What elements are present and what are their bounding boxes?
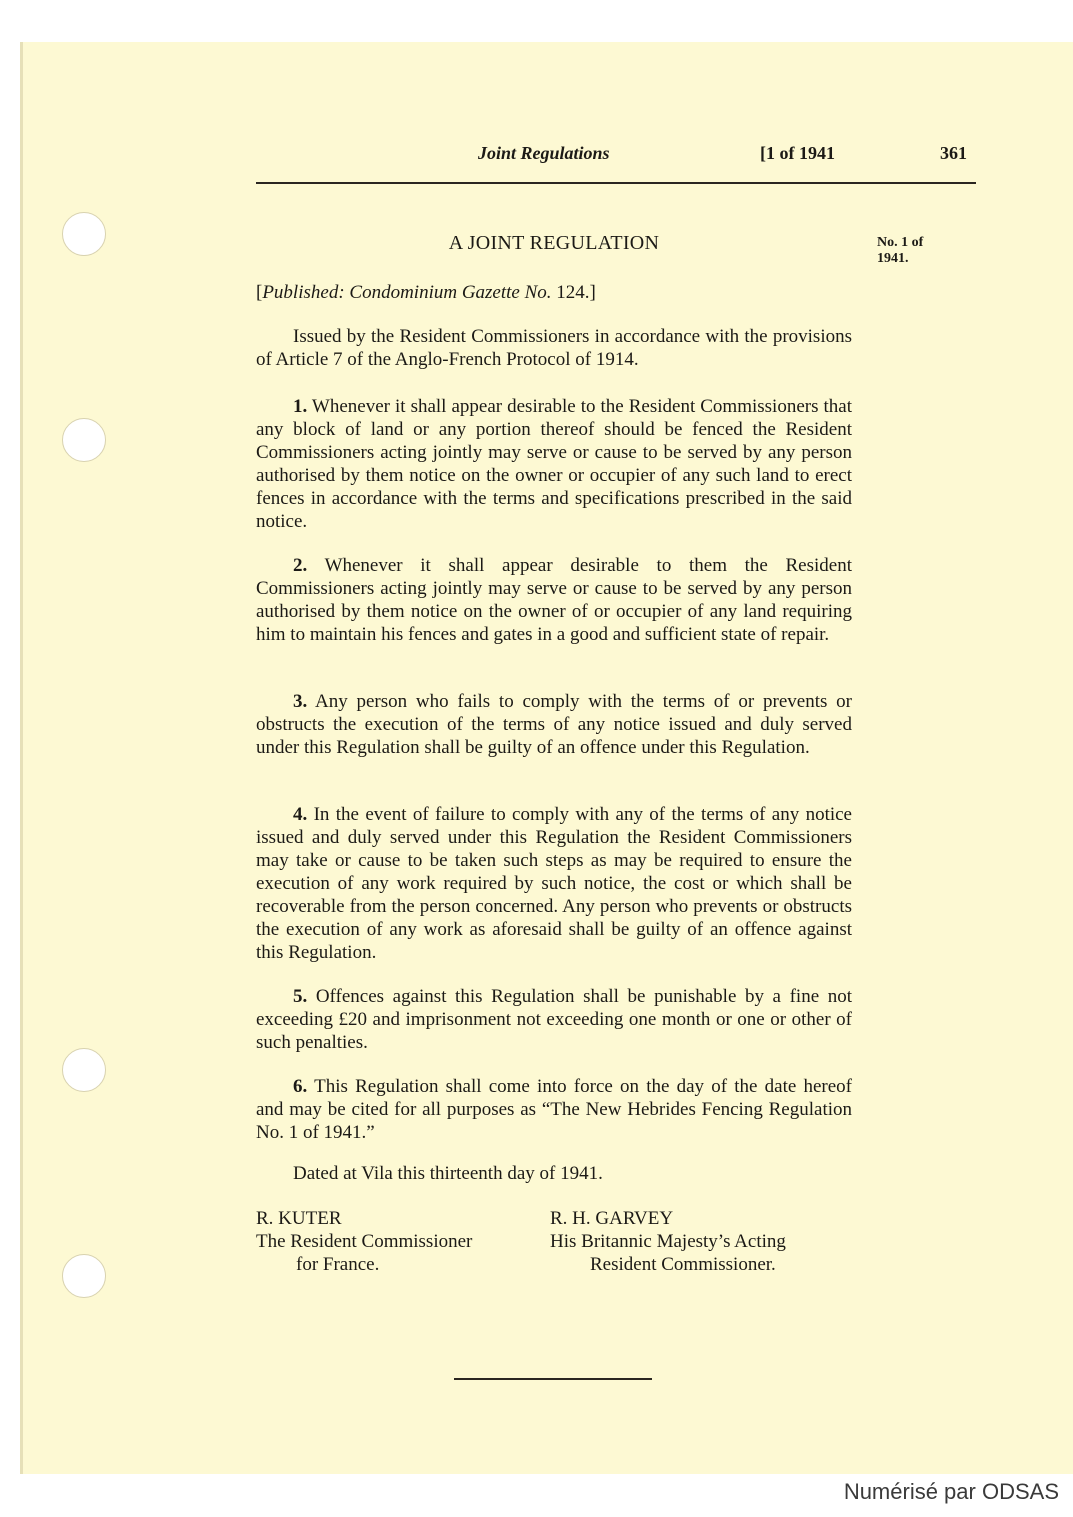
publication-number: 124.] [551, 282, 596, 303]
section-number: 4. [293, 804, 308, 825]
signatory-title: His Britannic Majesty’s Acting [550, 1231, 786, 1252]
section-4 [256, 803, 852, 964]
running-header [0, 143, 1073, 171]
punch-hole-3 [62, 1048, 106, 1092]
punch-hole-4 [62, 1254, 106, 1298]
section-6 [256, 1075, 852, 1144]
section-text: Any person who fails to comply with the terms of or prevents or obstructs the execution of the terms of any notice issued and duly served under this Regulation shall be guilty of an offence under this Regulation. [256, 691, 852, 758]
signatory-title-cont: for France. [296, 1254, 380, 1275]
section-1 [256, 395, 852, 533]
section-text: Offences against this Regulation shall be punishable by a fine not exceeding £20 and imprisonment not exceeding one month or one or other of such penalties. [256, 986, 852, 1053]
punch-hole-2 [62, 418, 106, 462]
section-text: Whenever it shall appear desirable to them the Resident Commissioners acting jointly may serve or cause to be served by any person authorised by them notice on the owner of or occupier of any land requiring him to maintain his fences and gates in a good and sufficient state of repair. [256, 555, 852, 645]
section-3 [256, 690, 852, 759]
section-number: 5. [293, 986, 308, 1007]
section-5 [256, 985, 852, 1054]
punch-hole-1 [62, 212, 106, 256]
signatory-name: R. KUTER [256, 1208, 342, 1229]
header-rule [256, 182, 976, 184]
marginal-note [877, 235, 957, 267]
signatory-britain [550, 1207, 786, 1276]
page-number: 361 [940, 143, 967, 163]
regulation-title: A JOINT REGULATION [448, 232, 660, 254]
section-text: In the event of failure to comply with any of the terms of any notice issued and duly served under this Regulation the Resident Commissioners may take or cause to be taken such steps as may be required to ensure the execution of any work required by such notice, the cost or which shall be recoverable from the person concerned. Any person who prevents or obstructs the execution of any work as aforesaid shall be guilty of an offence against this Regulation. [256, 804, 852, 963]
section-number: 2. [293, 555, 308, 576]
signatory-title: The Resident Commissioner [256, 1231, 473, 1252]
page-edge [20, 42, 23, 1474]
signatory-name: R. H. GARVEY [550, 1208, 674, 1229]
closing-rule [454, 1378, 652, 1380]
section-number: 1. [293, 396, 308, 417]
preamble: Issued by the Resident Commissioners in accordance with the provisions of Article 7 of the Anglo-French Protocol of 1914. [256, 326, 852, 370]
dated-line: Dated at Vila this thirteenth day of 1941. [293, 1163, 603, 1184]
signatory-france [256, 1207, 472, 1276]
marginal-note-line1: No. 1 of [877, 235, 924, 250]
section-number: 6. [293, 1076, 308, 1097]
publication-bracket: [ [256, 282, 263, 303]
section-number: 3. [293, 691, 308, 712]
signatory-title-cont: Resident Commissioner. [590, 1254, 776, 1275]
section-text: Whenever it shall appear desirable to the Resident Commissioners that any block of land or any portion thereof should be fenced the Resident Commissioners acting jointly may serve or cause to be served by any person authorised by them notice on the owner or occupier of any such land to erect fences in accordance with the terms and specifications prescribed in the said notice. [256, 396, 852, 532]
running-header-title: Joint Regulations [478, 143, 610, 163]
marginal-note-line2: 1941. [877, 251, 909, 266]
digitization-credit: Numérisé par ODSAS [843, 1479, 1059, 1504]
publication-label: Published: Condominium Gazette No. [262, 282, 552, 303]
section-text: This Regulation shall come into force on the day of the date hereof and may be cited for all purposes as “The New Hebrides Fencing Regulation No. 1 of 1941.” [256, 1076, 852, 1143]
section-2 [256, 554, 852, 646]
running-header-reference: [1 of 1941 [760, 143, 835, 163]
publication-note [256, 282, 596, 304]
